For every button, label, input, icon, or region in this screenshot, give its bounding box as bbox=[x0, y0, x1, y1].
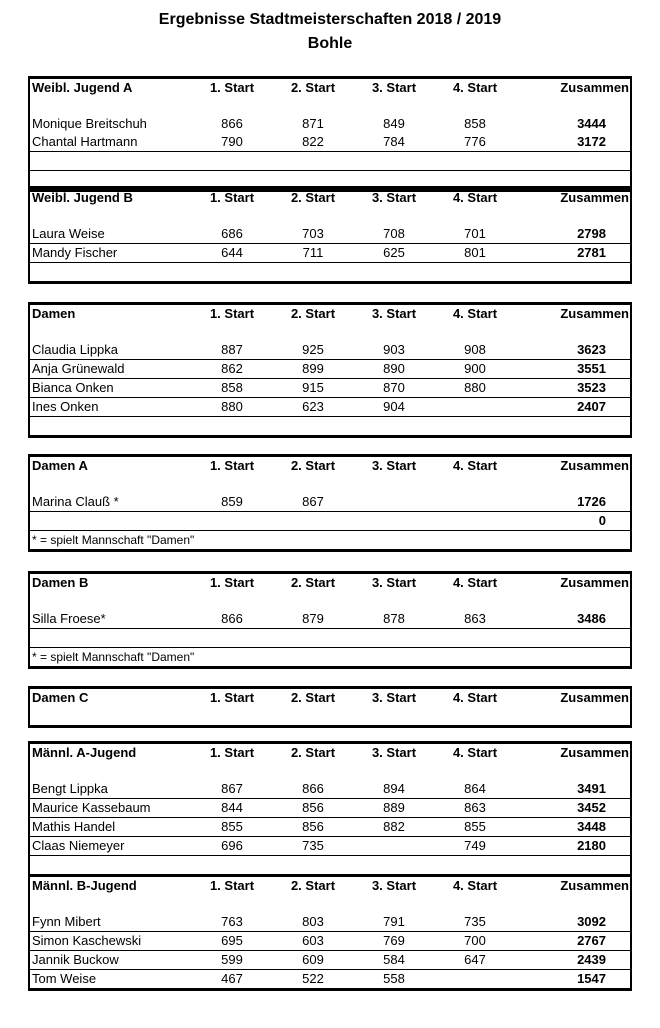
score-start-4: 776 bbox=[464, 134, 486, 149]
column-header-start-2: 2. Start bbox=[290, 80, 336, 95]
score-start-2: 899 bbox=[302, 361, 324, 376]
section-title: Damen C bbox=[32, 690, 89, 705]
column-header-total: Zusammen bbox=[560, 80, 629, 95]
column-header-start-4: 4. Start bbox=[452, 306, 498, 321]
column-header-start-4: 4. Start bbox=[452, 190, 498, 205]
score-start-1: 790 bbox=[221, 134, 243, 149]
score-start-3: 708 bbox=[383, 226, 405, 241]
section-maennl-a-jugend bbox=[28, 741, 632, 877]
score-start-4: 864 bbox=[464, 781, 486, 796]
score-start-1: 467 bbox=[221, 971, 243, 986]
score-start-3: 558 bbox=[383, 971, 405, 986]
score-total: 2407 bbox=[577, 399, 606, 414]
table-row bbox=[30, 360, 630, 379]
column-header-start-1: 1. Start bbox=[209, 745, 255, 760]
player-name: Tom Weise bbox=[32, 971, 97, 986]
column-header-start-2: 2. Start bbox=[290, 458, 336, 473]
column-header-start-3: 3. Start bbox=[371, 575, 417, 590]
score-total: 3092 bbox=[577, 914, 606, 929]
score-start-2: 735 bbox=[302, 838, 324, 853]
player-name: Maurice Kassebaum bbox=[32, 800, 151, 815]
score-start-4: 701 bbox=[464, 226, 486, 241]
score-start-4: 863 bbox=[464, 611, 486, 626]
score-total: 3523 bbox=[577, 380, 606, 395]
score-start-2: 856 bbox=[302, 800, 324, 815]
table-row bbox=[30, 951, 630, 970]
column-header-start-2: 2. Start bbox=[290, 190, 336, 205]
column-header-start-4: 4. Start bbox=[452, 575, 498, 590]
column-header-start-4: 4. Start bbox=[452, 80, 498, 95]
score-start-2: 609 bbox=[302, 952, 324, 967]
section-title: Männl. B-Jugend bbox=[32, 878, 137, 893]
score-total: 3623 bbox=[577, 342, 606, 357]
score-total: 3551 bbox=[577, 361, 606, 376]
score-start-2: 856 bbox=[302, 819, 324, 834]
score-start-1: 763 bbox=[221, 914, 243, 929]
column-header-start-1: 1. Start bbox=[209, 458, 255, 473]
table-row bbox=[30, 115, 630, 133]
score-total: 3486 bbox=[577, 611, 606, 626]
table-row bbox=[30, 244, 630, 263]
score-start-3: 890 bbox=[383, 361, 405, 376]
column-header-start-1: 1. Start bbox=[209, 306, 255, 321]
score-start-1: 686 bbox=[221, 226, 243, 241]
player-name: Jannik Buckow bbox=[32, 952, 119, 967]
score-start-4: 900 bbox=[464, 361, 486, 376]
score-start-1: 858 bbox=[221, 380, 243, 395]
section-title: Weibl. Jugend B bbox=[32, 190, 133, 205]
score-start-3: 889 bbox=[383, 800, 405, 815]
score-start-4: 700 bbox=[464, 933, 486, 948]
blank-row bbox=[30, 592, 630, 610]
column-header-start-3: 3. Start bbox=[371, 80, 417, 95]
score-start-3: 849 bbox=[383, 116, 405, 131]
blank-row bbox=[30, 152, 630, 171]
column-header-total: Zusammen bbox=[560, 878, 629, 893]
footnote-text: * = spielt Mannschaft "Damen" bbox=[32, 533, 195, 547]
column-header-total: Zusammen bbox=[560, 690, 629, 705]
column-header-start-3: 3. Start bbox=[371, 306, 417, 321]
score-start-1: 695 bbox=[221, 933, 243, 948]
section-damen-b bbox=[28, 571, 632, 669]
column-header-total: Zusammen bbox=[560, 306, 629, 321]
score-start-2: 803 bbox=[302, 914, 324, 929]
table-row bbox=[30, 932, 630, 951]
section-header bbox=[30, 744, 630, 762]
column-header-total: Zusammen bbox=[560, 745, 629, 760]
player-name: Bengt Lippka bbox=[32, 781, 108, 796]
section-header bbox=[30, 877, 630, 895]
score-total: 2767 bbox=[577, 933, 606, 948]
table-row bbox=[30, 818, 630, 837]
blank-row bbox=[30, 629, 630, 648]
score-start-4: 855 bbox=[464, 819, 486, 834]
section-header bbox=[30, 689, 630, 707]
column-header-start-1: 1. Start bbox=[209, 190, 255, 205]
score-start-4: 801 bbox=[464, 245, 486, 260]
score-total: 2180 bbox=[577, 838, 606, 853]
section-damen-c bbox=[28, 686, 632, 728]
section-header bbox=[30, 189, 630, 207]
score-start-3: 894 bbox=[383, 781, 405, 796]
score-total: 2781 bbox=[577, 245, 606, 260]
score-start-3: 904 bbox=[383, 399, 405, 414]
table-row bbox=[30, 913, 630, 932]
column-header-start-3: 3. Start bbox=[371, 745, 417, 760]
score-total: 1726 bbox=[577, 494, 606, 509]
column-header-start-2: 2. Start bbox=[290, 306, 336, 321]
score-start-4: 647 bbox=[464, 952, 486, 967]
section-damen bbox=[28, 302, 632, 438]
score-start-2: 711 bbox=[302, 245, 324, 260]
score-start-2: 866 bbox=[302, 781, 324, 796]
section-title: Weibl. Jugend A bbox=[32, 80, 133, 95]
table-row bbox=[30, 837, 630, 856]
score-total: 0 bbox=[598, 513, 606, 528]
table-row bbox=[30, 379, 630, 398]
column-header-start-4: 4. Start bbox=[452, 745, 498, 760]
column-header-start-4: 4. Start bbox=[452, 458, 498, 473]
score-total: 3444 bbox=[577, 116, 606, 131]
blank-row bbox=[30, 417, 630, 435]
column-header-start-3: 3. Start bbox=[371, 878, 417, 893]
table-row bbox=[30, 225, 630, 244]
section-title: Damen bbox=[32, 306, 76, 321]
score-start-3: 584 bbox=[383, 952, 405, 967]
column-header-total: Zusammen bbox=[560, 190, 629, 205]
score-start-1: 696 bbox=[221, 838, 243, 853]
column-header-start-2: 2. Start bbox=[290, 878, 336, 893]
section-damen-a bbox=[28, 454, 632, 552]
player-name: Monique Breitschuh bbox=[32, 116, 147, 131]
player-name: Claudia Lippka bbox=[32, 342, 119, 357]
column-header-start-3: 3. Start bbox=[371, 690, 417, 705]
section-header bbox=[30, 305, 630, 323]
page-subtitle: Bohle bbox=[307, 35, 353, 52]
section-header bbox=[30, 79, 630, 97]
section-header bbox=[30, 457, 630, 475]
score-start-3: 878 bbox=[383, 611, 405, 626]
score-start-2: 867 bbox=[302, 494, 324, 509]
blank-row bbox=[30, 475, 630, 493]
score-start-1: 644 bbox=[221, 245, 243, 260]
score-total: 3452 bbox=[577, 800, 606, 815]
player-name: Anja Grünewald bbox=[32, 361, 125, 376]
blank-row bbox=[30, 323, 630, 341]
score-start-3: 870 bbox=[383, 380, 405, 395]
score-start-2: 703 bbox=[302, 226, 324, 241]
table-row bbox=[30, 133, 630, 152]
player-name: Marina Clauß * bbox=[32, 494, 119, 509]
score-start-1: 862 bbox=[221, 361, 243, 376]
section-title: Männl. A-Jugend bbox=[32, 745, 137, 760]
score-start-3: 791 bbox=[383, 914, 405, 929]
blank-row bbox=[30, 762, 630, 780]
column-header-start-3: 3. Start bbox=[371, 458, 417, 473]
player-name: Simon Kaschewski bbox=[32, 933, 142, 948]
score-start-3: 625 bbox=[383, 245, 405, 260]
score-total: 3448 bbox=[577, 819, 606, 834]
blank-row bbox=[30, 707, 630, 725]
page-title: Ergebnisse Stadtmeisterschaften 2018 / 2019 bbox=[158, 11, 502, 28]
column-header-total: Zusammen bbox=[560, 575, 629, 590]
score-start-4: 735 bbox=[464, 914, 486, 929]
score-start-2: 915 bbox=[302, 380, 324, 395]
player-name: Fynn Mibert bbox=[32, 914, 101, 929]
footnote bbox=[30, 648, 630, 666]
section-header bbox=[30, 574, 630, 592]
column-header-start-2: 2. Start bbox=[290, 745, 336, 760]
section-title: Damen A bbox=[32, 458, 88, 473]
score-start-1: 880 bbox=[221, 399, 243, 414]
score-start-3: 903 bbox=[383, 342, 405, 357]
player-name: Bianca Onken bbox=[32, 380, 114, 395]
score-start-1: 844 bbox=[221, 800, 243, 815]
table-row bbox=[30, 493, 630, 512]
column-header-start-4: 4. Start bbox=[452, 690, 498, 705]
score-total: 1547 bbox=[577, 971, 606, 986]
score-start-3: 784 bbox=[383, 134, 405, 149]
blank-row bbox=[30, 97, 630, 115]
column-header-start-2: 2. Start bbox=[290, 575, 336, 590]
score-start-2: 925 bbox=[302, 342, 324, 357]
score-start-2: 522 bbox=[302, 971, 324, 986]
score-start-1: 866 bbox=[221, 116, 243, 131]
blank-row bbox=[30, 895, 630, 913]
score-start-1: 859 bbox=[221, 494, 243, 509]
player-name: Chantal Hartmann bbox=[32, 134, 138, 149]
column-header-start-4: 4. Start bbox=[452, 878, 498, 893]
section-title: Damen B bbox=[32, 575, 89, 590]
column-header-start-3: 3. Start bbox=[371, 190, 417, 205]
column-header-start-1: 1. Start bbox=[209, 690, 255, 705]
footnote bbox=[30, 531, 630, 549]
score-total: 3172 bbox=[577, 134, 606, 149]
player-name: Mathis Handel bbox=[32, 819, 116, 834]
table-row bbox=[30, 780, 630, 799]
score-start-1: 867 bbox=[221, 781, 243, 796]
score-start-1: 855 bbox=[221, 819, 243, 834]
score-total: 2439 bbox=[577, 952, 606, 967]
score-start-2: 603 bbox=[302, 933, 324, 948]
player-name: Ines Onken bbox=[32, 399, 99, 414]
column-header-start-1: 1. Start bbox=[209, 80, 255, 95]
column-header-start-1: 1. Start bbox=[209, 575, 255, 590]
player-name: Silla Froese* bbox=[32, 611, 106, 626]
footnote-text: * = spielt Mannschaft "Damen" bbox=[32, 650, 195, 664]
score-start-2: 871 bbox=[302, 116, 324, 131]
section-weibl-jugend-a bbox=[28, 76, 632, 192]
blank-row bbox=[30, 856, 630, 874]
blank-row bbox=[30, 207, 630, 225]
table-row bbox=[30, 799, 630, 818]
score-start-1: 866 bbox=[221, 611, 243, 626]
score-start-4: 880 bbox=[464, 380, 486, 395]
table-row bbox=[30, 970, 630, 988]
score-start-4: 863 bbox=[464, 800, 486, 815]
table-row bbox=[30, 512, 630, 531]
score-total: 3491 bbox=[577, 781, 606, 796]
score-start-1: 599 bbox=[221, 952, 243, 967]
table-row bbox=[30, 610, 630, 629]
score-start-1: 887 bbox=[221, 342, 243, 357]
column-header-start-2: 2. Start bbox=[290, 690, 336, 705]
player-name: Laura Weise bbox=[32, 226, 105, 241]
column-header-total: Zusammen bbox=[560, 458, 629, 473]
player-name: Claas Niemeyer bbox=[32, 838, 125, 853]
blank-row bbox=[30, 263, 630, 281]
score-start-2: 879 bbox=[302, 611, 324, 626]
score-start-2: 822 bbox=[302, 134, 324, 149]
score-start-4: 858 bbox=[464, 116, 486, 131]
section-maennl-b-jugend bbox=[28, 874, 632, 991]
player-name: Mandy Fischer bbox=[32, 245, 118, 260]
table-row bbox=[30, 341, 630, 360]
score-total: 2798 bbox=[577, 226, 606, 241]
score-start-2: 623 bbox=[302, 399, 324, 414]
score-start-3: 882 bbox=[383, 819, 405, 834]
table-row bbox=[30, 398, 630, 417]
score-start-4: 749 bbox=[464, 838, 486, 853]
section-weibl-jugend-b bbox=[28, 186, 632, 284]
score-start-4: 908 bbox=[464, 342, 486, 357]
column-header-start-1: 1. Start bbox=[209, 878, 255, 893]
score-start-3: 769 bbox=[383, 933, 405, 948]
